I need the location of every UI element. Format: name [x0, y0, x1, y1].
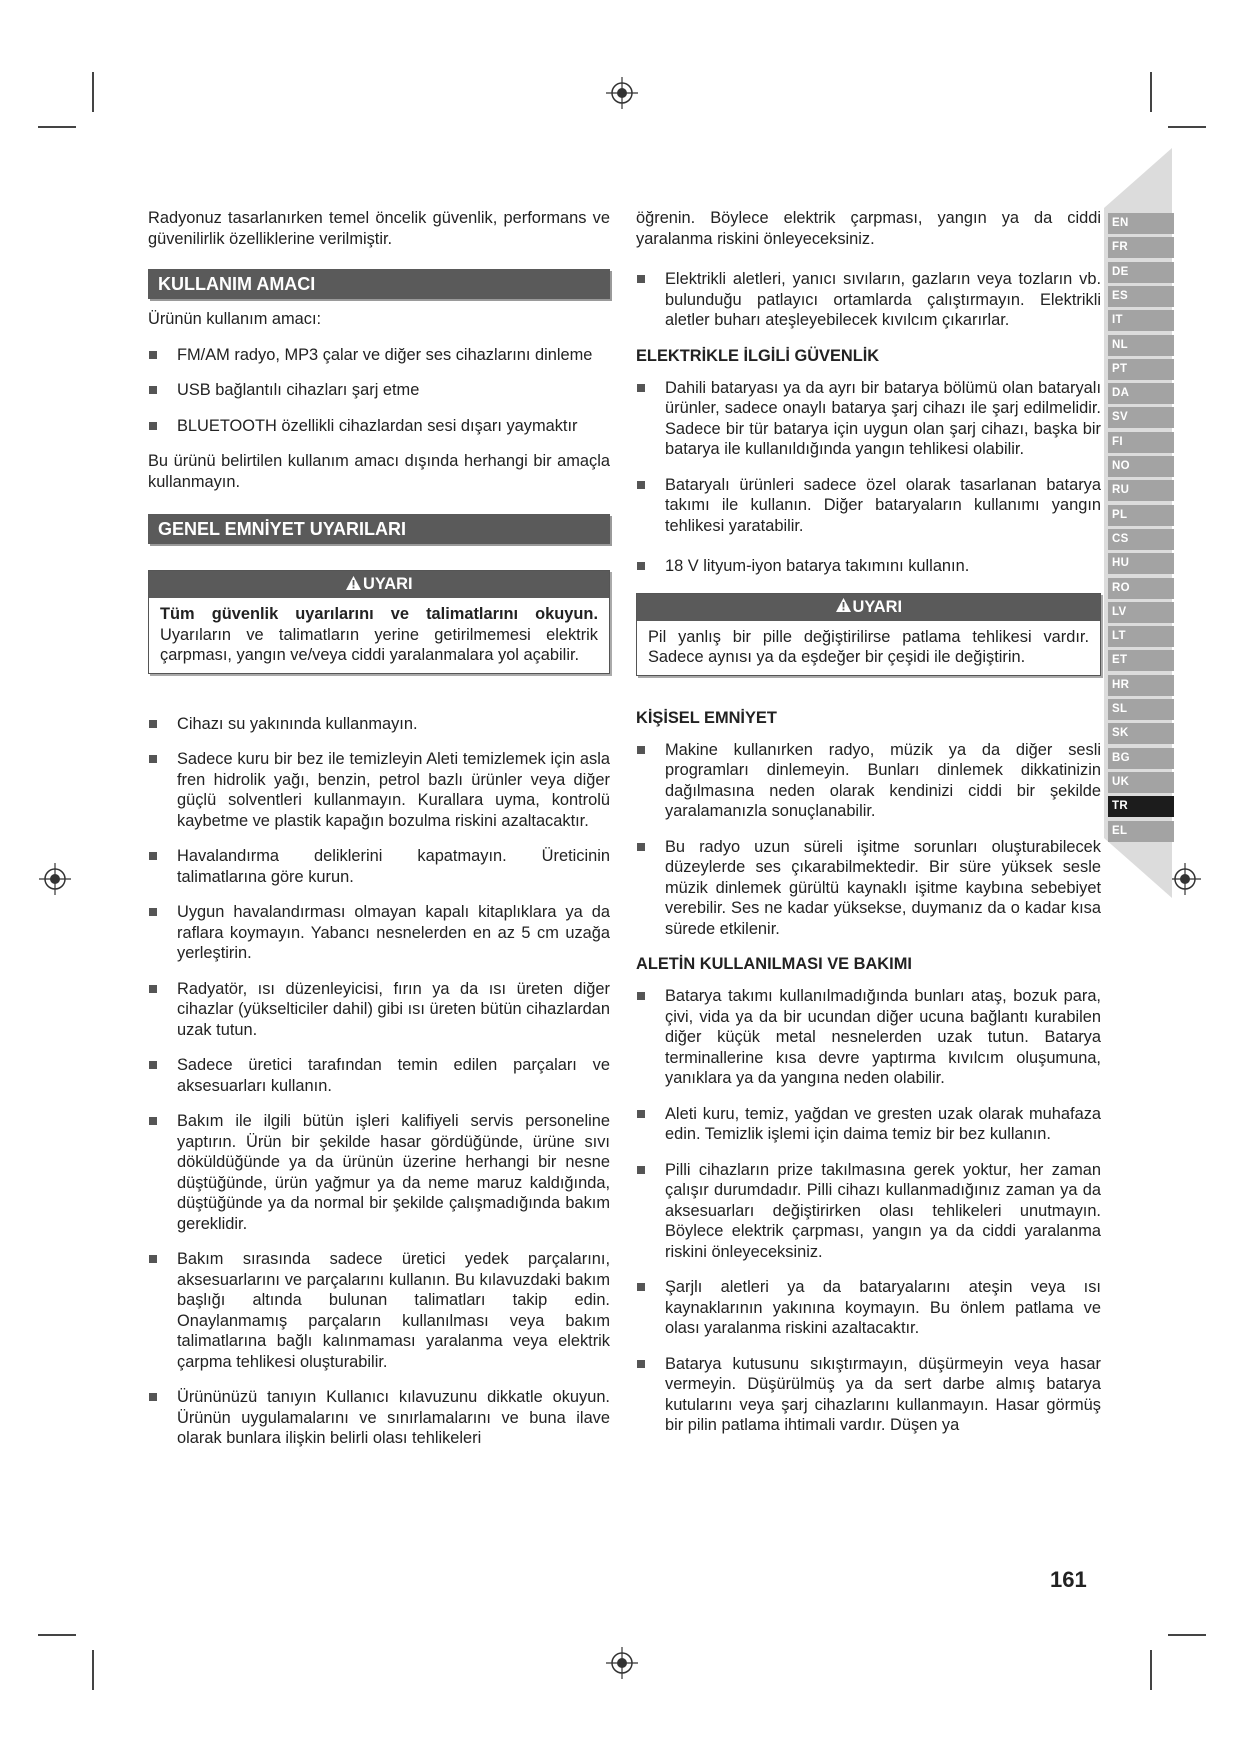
bullet-icon: [637, 1110, 645, 1118]
language-tab-en: EN: [1108, 213, 1174, 234]
right-column: [636, 208, 1101, 1451]
language-tab-da: DA: [1108, 383, 1174, 404]
registration-mark-icon: [605, 76, 639, 110]
usage-list: [148, 345, 610, 437]
section-heading-general-safety: GENEL EMNİYET UYARILARI: [148, 514, 610, 544]
bullet-icon: [637, 843, 645, 851]
section-heading-tool-use: ALETİN KULLANILMASI VE BAKIMI: [636, 955, 912, 973]
bullet-icon: [637, 746, 645, 754]
list-item: Ürününüzü tanıyın Kullanıcı kılavuzunu dikkatle okuyun. Ürünün uygulamalarını ve sınırlamalarını ve buna ilave olarak bunlara ilişkin belirli olası tehlikeleri: [148, 1387, 610, 1449]
crop-mark: [92, 1650, 94, 1690]
warning-triangle-icon: [835, 597, 852, 613]
warning-body: [149, 598, 609, 673]
list-item: Bu radyo uzun süreli işitme sorunları oluşturabilecek düzeylerde ses çıkarabilmektedir. Bir süre yüksek sesle müzik dinlemek gürültü kaynaklı işitme kaybına sebebiyet verebilir. Ses ne kadar yüksekse, duymanız da o kadar kısa sürede etkilenir.: [636, 837, 1101, 940]
continuation-list: [636, 269, 1101, 331]
language-tab-it: IT: [1108, 310, 1174, 331]
intro-paragraph: Radyonuz tasarlanırken temel öncelik güvenlik, performans ve güvenilirlik özelliklerine verilmiştir.: [148, 209, 610, 248]
bullet-icon: [637, 275, 645, 283]
list-item: Bataryalı ürünleri sadece özel olarak tasarlanan batarya takımı ile kullanın. Diğer bataryaların kullanımı yangın tehlikesi yaratabilir.: [636, 475, 1101, 537]
crop-mark: [38, 1634, 76, 1636]
crop-mark: [1150, 72, 1152, 112]
warning-bold-text: Tüm güvenlik uyarılarını ve talimatlarını okuyun.: [160, 605, 598, 623]
list-item: Batarya takımı kullanılmadığında bunları ataş, bozuk para, çivi, vida ya da bir ucundan diğer ucuna bağlantı kurabilen diğer küçük metal nesnelerden uzak tutun. Batarya terminallerine kısa devre yaptırma kıvılcım oluşumuna, yanıklara ya da yangına neden olabilir.: [636, 986, 1101, 1089]
crop-mark: [1168, 1634, 1206, 1636]
page-number: 161: [1050, 1567, 1087, 1592]
list-item: Bakım sırasında sadece üretici yedek parçalarını, aksesuarlarını ve parçalarını kullanın. Bu kılavuzdaki bakım başlığı altında bulunan talimatları takip edin. Onaylanmamış parçaların kullanılması veya bakım talimatlarına bağlı kalınmaması yaralanma veya elektrik çarpma tehlikesi oluşturabilir.: [148, 1249, 610, 1372]
language-tab-el: EL: [1108, 821, 1174, 842]
bullet-icon: [149, 852, 157, 860]
safety-list: [148, 714, 610, 1449]
bullet-icon: [637, 992, 645, 1000]
bullet-icon: [637, 562, 645, 570]
bullet-icon: [149, 1061, 157, 1069]
language-tab-ru: RU: [1108, 480, 1174, 501]
warning-title: UYARI: [363, 575, 413, 593]
crop-mark: [1168, 126, 1206, 128]
language-tab-fr: FR: [1108, 237, 1174, 258]
language-tab-sl: SL: [1108, 699, 1174, 720]
warning-title: UYARI: [852, 597, 903, 616]
continuation-paragraph: öğrenin. Böylece elektrik çarpması, yangın ya da ciddi yaralanma riskini önleyeceksiniz.: [636, 209, 1101, 248]
bullet-icon: [149, 386, 157, 394]
tool-list: [636, 986, 1101, 1436]
list-item: BLUETOOTH özellikli cihazlardan sesi dışarı yaymaktır: [148, 416, 610, 437]
warning-header: [637, 594, 1100, 621]
bullet-icon: [637, 384, 645, 392]
language-tab-fi: FI: [1108, 432, 1174, 453]
bullet-icon: [149, 1255, 157, 1263]
warning-box: [148, 570, 610, 674]
bullet-icon: [149, 720, 157, 728]
bullet-icon: [637, 1283, 645, 1291]
crop-mark: [92, 72, 94, 112]
list-item: Şarjlı aletleri ya da bataryalarını ateşin veya ısı kaynaklarının yakınına koymayın. Bu önlem patlama ve olası yaralanma riskini azaltacaktır.: [636, 1277, 1101, 1339]
language-tab-nl: NL: [1108, 335, 1174, 356]
section-heading-electrical: ELEKTRİKLE İLGİLİ GÜVENLİK: [636, 346, 880, 365]
bullet-icon: [637, 1166, 645, 1174]
language-tab-lt: LT: [1108, 626, 1174, 647]
warning-triangle-icon: [345, 575, 362, 591]
warning-text: Uyarıların ve talimatların yerine getirilmemesi elektrik çarpması, yangın ve/veya ciddi yaralanmalara yol açabilir.: [160, 625, 598, 664]
language-tab-cs: CS: [1108, 529, 1174, 550]
language-tab-de: DE: [1108, 262, 1174, 283]
language-tab-hu: HU: [1108, 553, 1174, 574]
warning-body: Pil yanlış bir pille değiştirilirse patlama tehlikesi vardır. Sadece aynısı ya da eşdeğer bir çeşidi ile değiştirin.: [648, 627, 1089, 666]
registration-mark-icon: [605, 1646, 639, 1680]
personal-list: [636, 740, 1101, 940]
list-item: 18 V lityum-iyon batarya takımını kullanın.: [636, 556, 1101, 577]
list-item: Dahili bataryası ya da ayrı bir batarya bölümü olan bataryalı ürünler, sadece onaylı batarya şarj cihazı ile şarj edilmelidir. Sadece bir tür batarya için uygun olan şarj cihazı, başka bir batarya ile kullanıldığında yangın tehlikesi olabilir.: [636, 378, 1101, 460]
list-item: Aleti kuru, temiz, yağdan ve gresten uzak olarak muhafaza edin. Temizlik işlemi için daima temiz bir bez kullanın.: [636, 1104, 1101, 1145]
list-item: Havalandırma deliklerini kapatmayın. Üreticinin talimatlarına göre kurun.: [148, 846, 610, 887]
language-tab-et: ET: [1108, 650, 1174, 671]
usage-intro: Ürünün kullanım amacı:: [148, 310, 322, 328]
list-item: Makine kullanırken radyo, müzik ya da diğer sesli programları dinlemeyin. Bunları dinlemek dikkatinizin dağılmasına neden olarak kendinizi ciddi bir şekilde yaralamanızla sonuçlanabilir.: [636, 740, 1101, 822]
bullet-icon: [149, 351, 157, 359]
bullet-icon: [637, 481, 645, 489]
bullet-icon: [149, 755, 157, 763]
language-tab-sv: SV: [1108, 407, 1174, 428]
language-tab-sk: SK: [1108, 723, 1174, 744]
list-item: Cihazı su yakınında kullanmayın.: [148, 714, 610, 735]
list-item: Batarya kutusunu sıkıştırmayın, düşürmeyin veya hasar vermeyin. Düşürülmüş ya da sert darbe almış batarya kutularını veya şarj cihazlarını kullanmayın. Hasar görmüş bir pilin patlama ihtimali vardır. Düşen ya: [636, 1354, 1101, 1436]
list-item: Sadece üretici tarafından temin edilen parçaları ve aksesuarları kullanın.: [148, 1055, 610, 1096]
language-tab-ro: RO: [1108, 578, 1174, 599]
language-tab-pt: PT: [1108, 359, 1174, 380]
bullet-icon: [149, 1117, 157, 1125]
language-tab-lv: LV: [1108, 602, 1174, 623]
bullet-icon: [637, 1360, 645, 1368]
language-tab-pl: PL: [1108, 505, 1174, 526]
section-heading-personal: KİŞİSEL EMNİYET: [636, 708, 777, 727]
language-tab-es: ES: [1108, 286, 1174, 307]
bullet-icon: [149, 1393, 157, 1401]
language-tab-bg: BG: [1108, 748, 1174, 769]
electrical-list: [636, 378, 1101, 577]
language-tab-no: NO: [1108, 456, 1174, 477]
bullet-icon: [149, 422, 157, 430]
list-item: Elektrikli aletleri, yanıcı sıvıların, gazların veya tozların vb. bulunduğu patlayıcı ortamlarda çalıştırmayın. Elektrikli aletler buharı ateşleyebilecek kıvılcım çıkarırlar.: [636, 269, 1101, 331]
section-heading-usage: KULLANIM AMACI: [148, 269, 610, 299]
bullet-icon: [149, 985, 157, 993]
list-item: Radyatör, ısı düzenleyicisi, fırın ya da ısı üreten diğer cihazlar (yükselticiler dahil) gibi ısı üreten bütün cihazlardan uzak tutun.: [148, 979, 610, 1041]
left-column: [148, 208, 610, 1464]
crop-mark: [1150, 1650, 1152, 1690]
list-item: FM/AM radyo, MP3 çalar ve diğer ses cihazlarını dinleme: [148, 345, 610, 366]
language-tab-uk: UK: [1108, 772, 1174, 793]
list-item: Bakım ile ilgili bütün işleri kalifiyeli servis personeline yaptırın. Ürün bir şekilde hasar gördüğünde, ürüne sıvı döküldüğünde ya da ürünün üzerine herhangi bir nesne düştüğünde, ürün yağmur ya da neme maruz kaldığında, düştüğünde ya da normal bir şekilde çalışmadığında bakım gereklidir.: [148, 1111, 610, 1234]
bullet-icon: [149, 908, 157, 916]
language-tab-hr: HR: [1108, 675, 1174, 696]
list-item: USB bağlantılı cihazları şarj etme: [148, 380, 610, 401]
list-item: Uygun havalandırması olmayan kapalı kitaplıklara ya da raflara koymayın. Yabancı nesnelerden en az 5 cm uzağa yerleştirin.: [148, 902, 610, 964]
registration-mark-icon: [38, 862, 72, 896]
language-tab-tr: TR: [1108, 796, 1174, 817]
warning-header: [149, 571, 609, 598]
list-item: Sadece kuru bir bez ile temizleyin Aleti temizlemek için asla fren hidrolik yağı, benzin, petrol bazlı ürünler veya diğer güçlü solventleri kullanmayın. Kurallara uyma, kontrolü kaybetme ve plastik kapağın bozulma riskini azaltacaktır.: [148, 749, 610, 831]
warning-box: [636, 593, 1101, 676]
crop-mark: [38, 126, 76, 128]
list-item: Pilli cihazların prize takılmasına gerek yoktur, her zaman çalışır durumdadır. Pilli cihazı kullanmadığınız zaman ya da aksesuarları değiştirirken olası tehlikeleri unutmayın. Böylece elektrik çarpması, yangın ya da ciddi yaralanma riskini önleyeceksiniz.: [636, 1160, 1101, 1263]
usage-note: Bu ürünü belirtilen kullanım amacı dışında herhangi bir amaçla kullanmayın.: [148, 452, 610, 491]
